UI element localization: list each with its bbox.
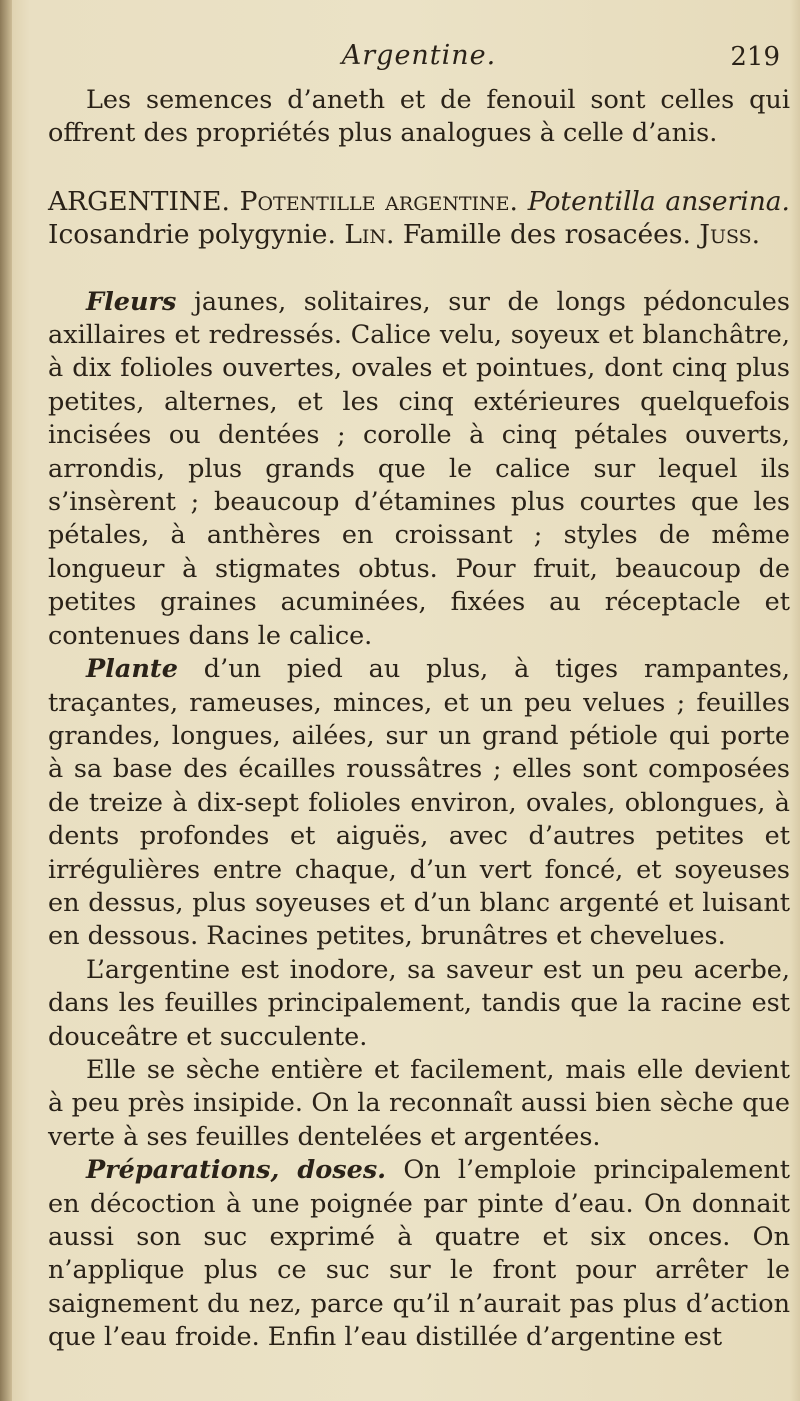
- paragraph-anis-note: Les semences d’aneth et de fenouil sont celles qui offrent des propriétés plus analogues à celle d’anis.: [48, 85, 790, 149]
- running-header: [48, 40, 790, 80]
- page-body: [48, 84, 790, 1355]
- fleurs-text: jaunes, solitaires, sur de longs pédoncules axillaires et redressés. Calice velu, soyeux et blanchâtre, à dix folioles ouvertes, ovales et pointues, dont cinq plus petites, alternes, et les cinq extérieures quelquefois incisées ou dentées ; corolle à cinq pétales ouverts, arrondis, plus grands que le calice sur lequel ils s’insèrent ; beaucoup d’étamines plus courtes que les pétales, à anthères en croissant ; styles de même longueur à stigmates obtus. Pour fruit, beaucoup de petites graines acuminées, fixées au réceptacle et contenues dans le calice.: [48, 286, 790, 651]
- entry-linnaean-class: Icosandrie polygynie.: [48, 219, 336, 251]
- entry-linnaeus-abbrev: Lin.: [344, 219, 395, 251]
- entry-common-name: Potentille argentine.: [239, 185, 518, 217]
- entry-jussieu-abbrev: Juss.: [699, 219, 761, 251]
- preparations-label: Préparations, doses.: [86, 1155, 387, 1186]
- paragraph-preparations: [48, 1154, 790, 1354]
- entry-heading-argentine: [48, 185, 790, 252]
- entry-name: ARGENTINE.: [48, 185, 230, 217]
- plante-text: d’un pied au plus, à tiges rampantes, traçantes, rameuses, minces, et un peu velues ; feuilles grandes, longues, ailées, sur un grand pétiole qui porte à sa base des écailles roussâtres ; elles sont composées de treize à dix-sept folioles environ, ovales, oblongues, à dents profondes et aiguës, avec d’autres petites et irrégulières entre chaque, d’un vert foncé, et soyeuses en dessus, plus soyeuses et d’un blanc argenté et luisant en dessous. Racines petites, brunâtres et chevelues.: [48, 654, 790, 952]
- running-title: Argentine.: [341, 40, 497, 71]
- page-number: 219: [730, 42, 780, 72]
- paragraph-sechage: Elle se sèche entière et facilement, mais elle devient à peu près insipide. On la reconnaît aussi bien sèche que verte à ses feuilles dentelées et argentées.: [48, 1054, 790, 1152]
- section-gap: [48, 252, 790, 286]
- fleurs-label: Fleurs: [86, 286, 177, 317]
- preparations-text: On l’emploie principalement en décoction à une poignée par pinte d’eau. On donnait aussi son suc exprimé à quatre et six onces. On n’applique plus ce suc sur le front pour arrêter le saignement du nez, parce qu’il n’aurait pas plus d’action que l’eau froide. Enfin l’eau distillée d’argentine est: [48, 1155, 790, 1353]
- paragraph-saveur: L’argentine est inodore, sa saveur est un peu acerbe, dans les feuilles principalement, tandis que la racine est douceâtre et succulente.: [48, 954, 790, 1052]
- page-binding-edge: [0, 0, 12, 1401]
- entry-family: Famille des rosacées.: [402, 219, 691, 251]
- plante-label: Plante: [86, 654, 178, 685]
- paragraph-plante: [48, 653, 790, 954]
- section-gap: [48, 151, 790, 185]
- entry-latin-name: Potentilla anserina.: [527, 185, 790, 217]
- paragraph-fleurs: [48, 286, 790, 653]
